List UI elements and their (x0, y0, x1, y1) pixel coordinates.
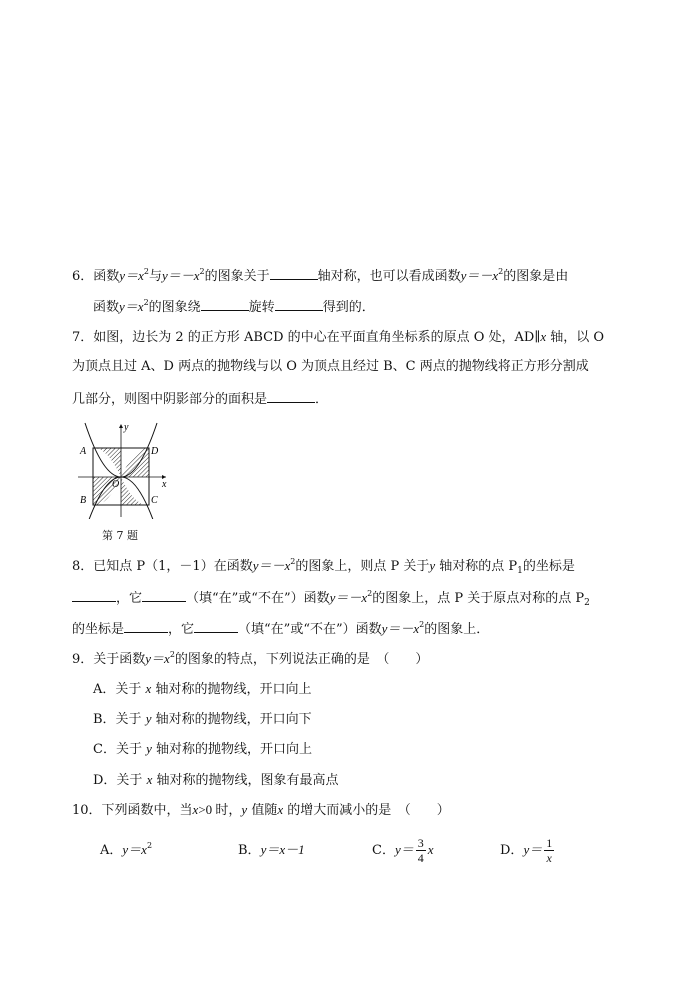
q9-stem: 9．关于函数$y=x^2$的图象的特点，下列说法正确的是 （ ） (72, 650, 429, 667)
q7-line2: 为顶点且过 A、D 两点的抛物线与以 O 为顶点且经过 B、C 两点的抛物线将正方形分割成 (72, 359, 589, 374)
q8-line2: ，它 （填“在”或“不在”）函数$y=-x^2$的图象上，点 P 关于原点对称的点 $P_2$ (72, 588, 590, 608)
q6-blank-1[interactable] (270, 266, 318, 280)
q7-blank[interactable] (267, 389, 315, 403)
q6-line1: 6．函数$y=x^2$与$y=-x^2$的图象关于 轴对称，也可以看成函数$y=-x^2$的图象是由 (72, 267, 569, 284)
q10-option-d[interactable]: D．y＝ $\frac{1}{x}$ (500, 836, 553, 865)
y-axis-arrow (119, 424, 123, 428)
label-a: A (80, 446, 87, 457)
q8-blank-1[interactable] (72, 588, 116, 602)
label-o: O (112, 479, 120, 490)
parabola-square-diagram (72, 419, 172, 519)
fraction-three-quarters: $\frac{3}{4}$ (417, 836, 424, 865)
q6-line2: 函数$y=x^2$的图象绕 旋转 得到的． (93, 298, 375, 315)
q8-line3: 的坐标是 ，它 （填“在”或“不在”）函数$y=-x^2$的图象上． (72, 620, 490, 637)
q8-blank-4[interactable] (194, 619, 238, 633)
q7-figure (72, 419, 172, 519)
q8-line1: 8．已知点 P（1，－1）在函数$y=-x^2$的图象上，则点 P 关于y 轴对称的点 $P_1$的坐标是 (72, 557, 575, 576)
q9-option-a[interactable]: A．关于 x 轴对称的抛物线，开口向上 (93, 681, 312, 697)
label-x: x (162, 479, 167, 490)
q9-option-b[interactable]: B．关于 y 轴对称的抛物线，开口向下 (93, 711, 312, 727)
label-d: D (151, 446, 159, 457)
q6-blank-2[interactable] (201, 297, 249, 311)
q8-blank-2[interactable] (142, 588, 186, 602)
q9-option-d[interactable]: D．关于 x 轴对称的抛物线，图象有最高点 (93, 772, 339, 788)
q10-option-a[interactable]: A．$y=x^2$ (100, 841, 153, 858)
label-b: B (80, 495, 87, 506)
q10-option-c[interactable]: C．y＝ $\frac{3}{4}$ x (372, 836, 434, 865)
q6-blank-3[interactable] (275, 297, 323, 311)
fraction-one-over-x: $\frac{1}{x}$ (546, 836, 553, 865)
figure-caption: 第 7 题 (102, 529, 138, 542)
q10-option-b[interactable]: B．y＝x－1 (238, 842, 305, 858)
q8-blank-3[interactable] (124, 619, 168, 633)
q7-line3: 几部分，则图中阴影部分的面积是 ． (72, 389, 328, 409)
label-y: y (124, 422, 129, 433)
q9-option-c[interactable]: C．关于 y 轴对称的抛物线，开口向上 (93, 741, 313, 757)
q10-stem: 10．下列函数中，当x>0 时，y 值随x 的增大而减小的是 （ ） (72, 802, 450, 818)
label-c: C (151, 495, 158, 506)
q6-number: 6． (72, 269, 94, 284)
q7-line1: 7．如图，边长为 2 的正方形 ABCD 的中心在平面直角坐标系的原点 O 处，AD∥x 轴，以 O (72, 329, 605, 345)
